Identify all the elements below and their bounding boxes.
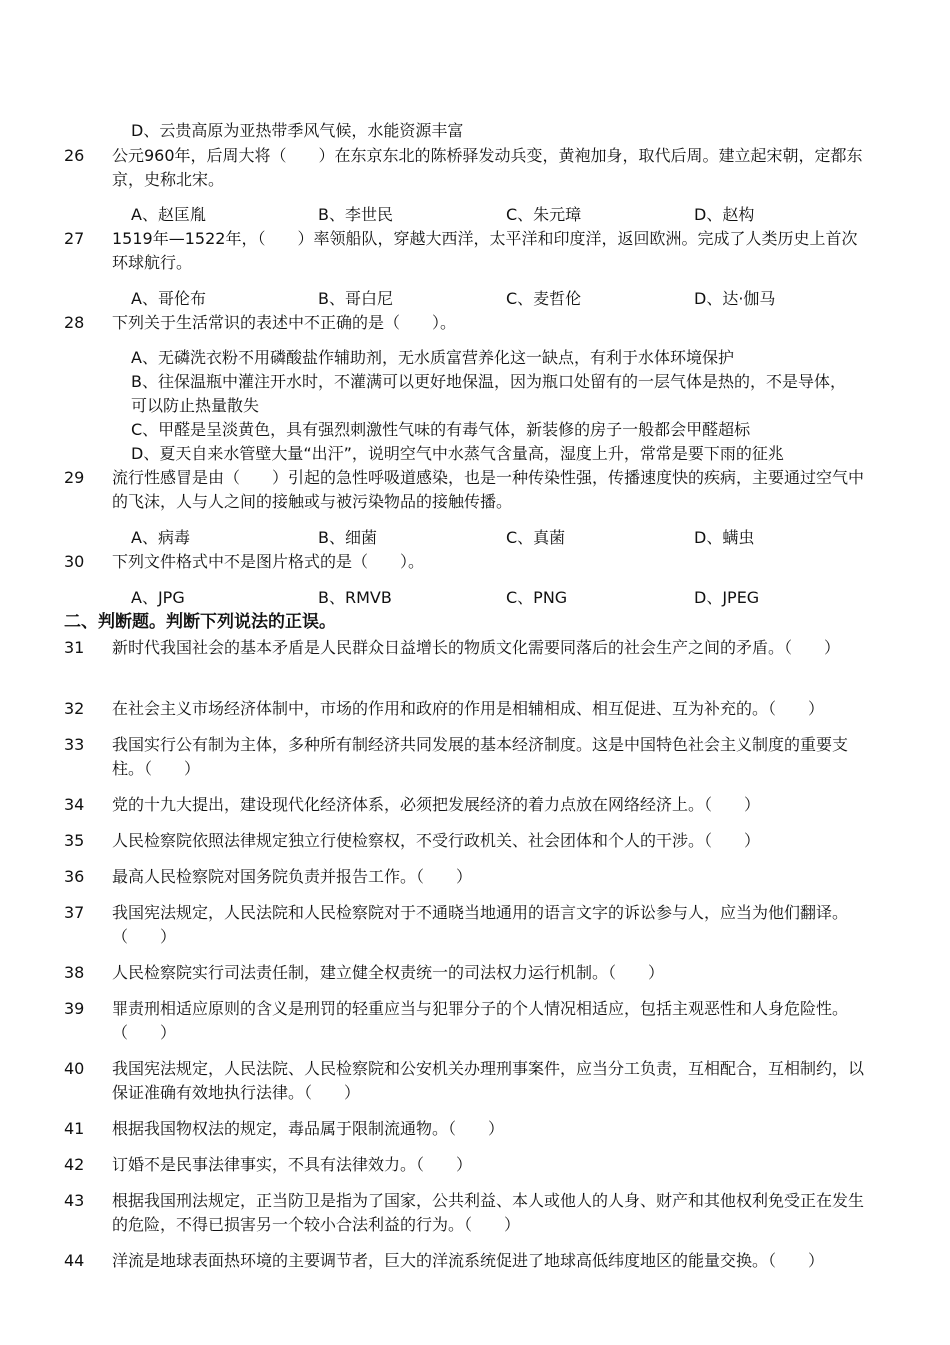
judgment-text: 订婚不是民事法律事实，不具有法律效力。（ ） xyxy=(112,1155,473,1174)
judgment-text: 最高人民检察院对国务院负责并报告工作。（ ） xyxy=(112,867,473,886)
option-b: B、细菌 xyxy=(318,528,377,547)
judgment-text: 党的十九大提出，建设现代化经济体系，必须把发展经济的着力点放在网络经济上。（ ） xyxy=(112,795,761,814)
option-a: A、哥伦布 xyxy=(131,289,206,308)
judgment-text: 罪责刑相适应原则的含义是刑罚的轻重应当与犯罪分子的个人情况相适应，包括主观恶性和人身危险性。（ ） xyxy=(112,999,849,1042)
option-d: D、夏天自来水管壁大量“出汗”，说明空气中水蒸气含量高，湿度上升，常常是要下雨的征兆 xyxy=(131,444,784,463)
question-number: 39 xyxy=(64,999,85,1018)
judgment-text: 新时代我国社会的基本矛盾是人民群众日益增长的物质文化需要同落后的社会生产之间的矛盾。（ ） xyxy=(112,638,841,657)
question-number: 27 xyxy=(64,229,85,248)
question-stem: 公元960年，后周大将（ ）在东京东北的陈桥驿发动兵变，黄袍加身，取代后周。建立起宋朝，定都东京，史称北宋。 xyxy=(112,146,863,189)
question-number: 31 xyxy=(64,638,85,657)
question-stem: 下列关于生活常识的表述中不正确的是（ ）。 xyxy=(112,313,457,332)
question-number: 28 xyxy=(64,313,85,332)
judgment-text: 人民检察院实行司法责任制，建立健全权责统一的司法权力运行机制。（ ） xyxy=(112,963,665,982)
question-number: 44 xyxy=(64,1251,85,1270)
question-number: 29 xyxy=(64,468,85,487)
option-b: B、RMVB xyxy=(318,588,392,607)
question-stem: 流行性感冒是由（ ）引起的急性呼吸道感染，也是一种传染性强，传播速度快的疾病，主要通过空气中的飞沫，人与人之间的接触或与被污染物品的接触传播。 xyxy=(112,468,865,511)
question-number: 38 xyxy=(64,963,85,982)
option-d: D、螨虫 xyxy=(694,528,755,547)
question-number: 26 xyxy=(64,146,85,165)
section-heading: 二、判断题。判断下列说法的正误。 xyxy=(64,612,336,632)
option-c: C、PNG xyxy=(506,588,568,607)
question-number: 30 xyxy=(64,552,85,571)
option-d: D、赵构 xyxy=(694,205,755,224)
question-number: 36 xyxy=(64,867,85,886)
judgment-text: 人民检察院依照法律规定独立行使检察权，不受行政机关、社会团体和个人的干涉。（ ） xyxy=(112,831,761,850)
judgment-text: 在社会主义市场经济体制中，市场的作用和政府的作用是相辅相成、相互促进、互为补充的。（ ） xyxy=(112,699,825,718)
option-d: D、达·伽马 xyxy=(694,289,776,308)
option-c: C、甲醛是呈淡黄色，具有强烈刺激性气味的有毒气体，新装修的房子一般都会甲醛超标 xyxy=(131,420,751,439)
option-c: C、真菌 xyxy=(506,528,566,547)
q25-option-d: D、云贵高原为亚热带季风气候，水能资源丰富 xyxy=(131,121,464,140)
option-a: A、无磷洗衣粉不用磷酸盐作辅助剂，无水质富营养化这一缺点，有利于水体环境保护 xyxy=(131,348,734,367)
option-b: B、李世民 xyxy=(318,205,393,224)
question-number: 34 xyxy=(64,795,85,814)
question-number: 41 xyxy=(64,1119,85,1138)
option-a: A、赵匡胤 xyxy=(131,205,206,224)
option-d: D、JPEG xyxy=(694,588,760,607)
question-stem: 1519年—1522年，（ ）率领船队，穿越大西洋，太平洋和印度洋，返回欧洲。完成了人类历史上首次环球航行。 xyxy=(112,229,858,272)
option-b: B、哥白尼 xyxy=(318,289,393,308)
option-c: C、麦哲伦 xyxy=(506,289,582,308)
question-number: 35 xyxy=(64,831,85,850)
option-c: C、朱元璋 xyxy=(506,205,582,224)
judgment-text: 根据我国物权法的规定，毒品属于限制流通物。（ ） xyxy=(112,1119,505,1138)
judgment-text: 我国宪法规定，人民法院、人民检察院和公安机关办理刑事案件，应当分工负责，互相配合，互相制约，以保证准确有效地执行法律。（ ） xyxy=(112,1059,865,1102)
question-stem: 下列文件格式中不是图片格式的是（ ）。 xyxy=(112,552,425,571)
judgment-text: 根据我国刑法规定，正当防卫是指为了国家，公共利益、本人或他人的人身、财产和其他权利免受正在发生的危险，不得已损害另一个较小合法利益的行为。（ ） xyxy=(112,1191,865,1234)
question-number: 42 xyxy=(64,1155,85,1174)
option-a: A、病毒 xyxy=(131,528,190,547)
judgment-text: 洋流是地球表面热环境的主要调节者，巨大的洋流系统促进了地球高低纬度地区的能量交换。（ ） xyxy=(112,1251,825,1270)
option-b: B、往保温瓶中灌注开水时，不灌满可以更好地保温，因为瓶口处留有的一层气体是热的，不是导体，可以防止热量散失 xyxy=(131,372,846,415)
option-a: A、JPG xyxy=(131,588,185,607)
judgment-text: 我国实行公有制为主体，多种所有制经济共同发展的基本经济制度。这是中国特色社会主义制度的重要支柱。（ ） xyxy=(112,735,849,778)
question-number: 33 xyxy=(64,735,85,754)
question-number: 40 xyxy=(64,1059,85,1078)
judgment-text: 我国宪法规定，人民法院和人民检察院对于不通晓当地通用的语言文字的诉讼参与人，应当为他们翻译。（ ） xyxy=(112,903,849,946)
question-number: 37 xyxy=(64,903,85,922)
question-number: 43 xyxy=(64,1191,85,1210)
question-number: 32 xyxy=(64,699,85,718)
